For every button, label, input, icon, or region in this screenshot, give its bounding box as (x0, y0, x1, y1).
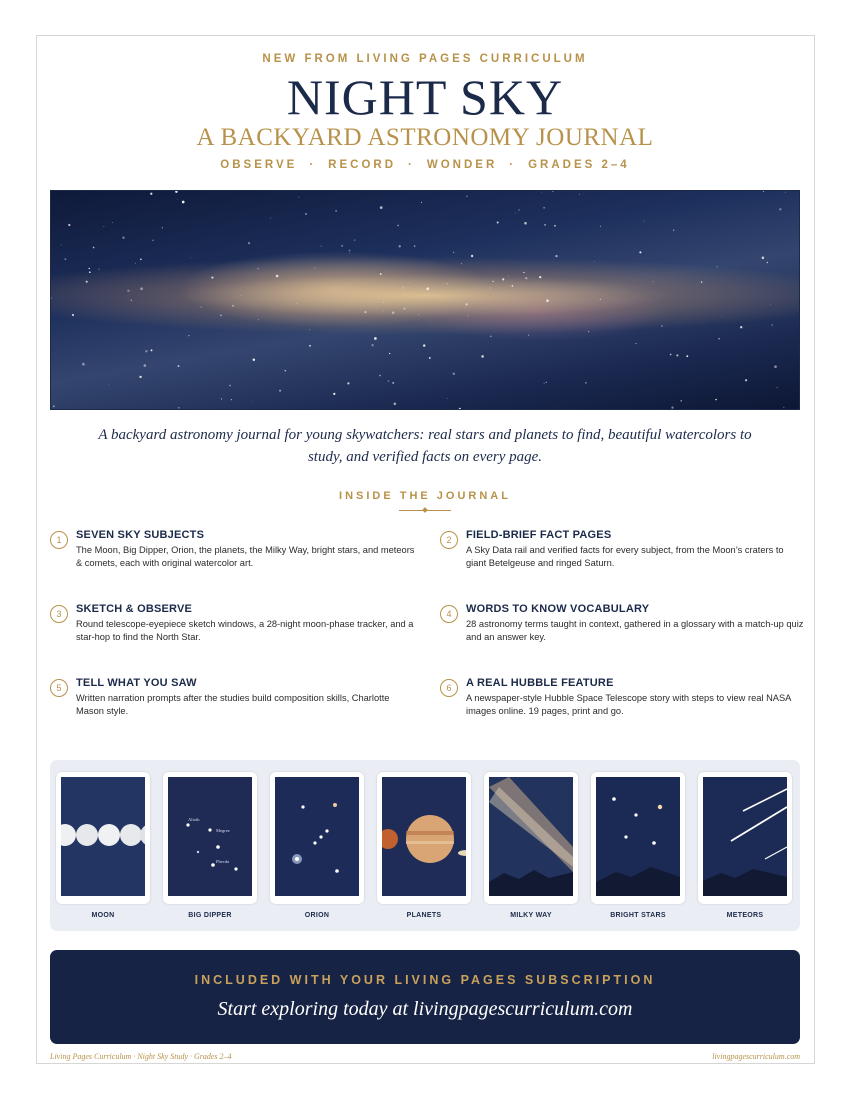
star-dot (380, 273, 382, 275)
star-dot (178, 407, 180, 409)
tagline-item: RECORD (328, 159, 397, 171)
star-dot (135, 263, 136, 264)
star-dot (718, 338, 719, 339)
tagline-item: GRADES 2–4 (528, 159, 630, 171)
star-dot (177, 199, 178, 200)
star-dot (453, 373, 455, 375)
star-dot (429, 357, 431, 359)
star-dot (447, 398, 448, 399)
feature-description: 28 astronomy terms taught in context, gathered in a glossary with a match-up quiz and an answer key. (466, 619, 804, 642)
star-dot (552, 191, 553, 192)
moon-phases-art (61, 777, 145, 896)
feature-title: TELL WHAT YOU SAW (76, 677, 197, 689)
star-dot (639, 251, 641, 253)
star-dot (380, 206, 383, 209)
gallery-label: METEORS (726, 912, 764, 919)
gallery-card-meteors (698, 772, 792, 904)
meteors-art (703, 777, 787, 896)
star-dot (258, 319, 259, 320)
gallery-label: BIG DIPPER (188, 912, 232, 919)
star-dot (392, 382, 394, 384)
subject-gallery (50, 760, 800, 931)
star-dot (515, 213, 516, 214)
tagline-separator: · (509, 159, 517, 171)
tagline-separator: · (309, 159, 317, 171)
star-dot (539, 276, 541, 278)
star-dot (221, 398, 222, 399)
star-dot (99, 269, 100, 270)
star-dot (701, 281, 702, 282)
star-dot (588, 331, 589, 332)
star-dot (162, 227, 163, 228)
star-dot (653, 281, 654, 282)
subscription-banner[interactable] (50, 950, 800, 1044)
star-dot (379, 375, 381, 377)
star-dot (774, 365, 777, 368)
gallery-label: PLANETS (406, 912, 442, 919)
star-dot (122, 237, 124, 239)
orion-art (275, 777, 359, 896)
star-dot (600, 299, 601, 300)
star-dot (374, 337, 377, 340)
star-dot (190, 258, 191, 259)
star-dot (468, 315, 469, 316)
gallery-card-big-dipper (163, 772, 257, 904)
star-dot (175, 191, 177, 193)
star-label: Megrez (216, 828, 230, 833)
star-dot (139, 376, 141, 378)
star-dot (763, 191, 764, 192)
star-dot (253, 358, 255, 360)
section-heading: INSIDE THE JOURNAL (339, 490, 511, 502)
star-dot (241, 295, 242, 296)
star-dot (554, 225, 556, 227)
feature-description: A Sky Data rail and verified facts for every subject, from the Moon’s craters to giant Betelgeuse and ringed Saturn. (466, 545, 784, 568)
star-dot (299, 197, 300, 198)
star-dot (459, 408, 461, 410)
star-dot (145, 350, 147, 352)
star-dot (779, 208, 781, 210)
feature-number: 6 (440, 679, 458, 697)
star-dot (152, 240, 154, 242)
star-dot (349, 250, 351, 252)
hero-milky-way-image (50, 190, 800, 410)
big-dipper-art (168, 777, 252, 896)
star-dot (490, 288, 491, 289)
star-dot (783, 407, 784, 408)
star-dot (140, 259, 142, 261)
gallery-card-planets (377, 772, 471, 904)
star-dot (231, 399, 232, 400)
star-dot (643, 221, 644, 222)
star-dot (371, 344, 373, 346)
star-dot (466, 196, 467, 197)
star-dot (178, 365, 180, 367)
star-dot (150, 193, 152, 195)
star-dot (276, 275, 279, 278)
gallery-card-orion (270, 772, 364, 904)
gallery-card-bright-stars (591, 772, 685, 904)
star-dot (333, 393, 335, 395)
star-dot (397, 225, 399, 227)
footer-left: Living Pages Curriculum · Night Sky Study · Grades 2–4 (50, 1052, 232, 1061)
star-dot (418, 314, 419, 315)
star-dot (220, 314, 222, 316)
star-dot (661, 325, 663, 327)
star-dot (544, 224, 546, 226)
star-dot (721, 316, 722, 317)
star-dot (51, 297, 52, 299)
star-dot (453, 252, 454, 253)
star-dot (89, 268, 90, 269)
star-dot (388, 380, 390, 382)
star-dot (93, 247, 95, 249)
star-dot (335, 210, 337, 212)
star-dot (745, 379, 747, 381)
star-dot (403, 308, 405, 310)
star-dot (636, 343, 637, 344)
star-dot (770, 304, 771, 305)
feature-title: FIELD-BRIEF FACT PAGES (466, 529, 612, 541)
star-dot (426, 287, 429, 290)
feature-title: SEVEN SKY SUBJECTS (76, 529, 205, 541)
star-dot (471, 255, 473, 257)
footer-website-link[interactable]: livingpagescurriculum.com (712, 1052, 800, 1061)
star-dot (546, 299, 549, 302)
star-dot (127, 290, 129, 292)
star-dot (772, 324, 773, 325)
star-dot (518, 209, 519, 210)
feature-number: 5 (50, 679, 68, 697)
star-dot (109, 384, 110, 385)
star-dot (409, 282, 410, 283)
star-dot (182, 201, 185, 204)
star-dot (309, 345, 311, 347)
feature-description: Written narration prompts after the studies build composition skills, Charlotte Mason style. (76, 693, 390, 716)
star-dot (389, 353, 390, 354)
star-dot (715, 399, 716, 400)
banner-cta-link[interactable]: Start exploring today at livingpagescurriculum.com (217, 998, 633, 1020)
star-dot (447, 283, 448, 284)
star-dot (585, 382, 586, 383)
star-dot (508, 275, 509, 276)
star-dot (399, 245, 401, 247)
star-dot (777, 387, 778, 388)
gallery-label: ORION (304, 912, 330, 919)
feature-description: The Moon, Big Dipper, Orion, the planets, the Milky Way, bright stars, and meteors & comets, each with original watercolor art. (76, 545, 415, 568)
tagline-item: OBSERVE (220, 159, 298, 171)
section-divider (399, 510, 451, 511)
star-dot (270, 218, 271, 219)
tagline (0, 159, 850, 171)
star-label: Phecda (216, 859, 229, 864)
star-dot (544, 383, 545, 384)
star-dot (402, 287, 403, 288)
intro-paragraph: A backyard astronomy journal for young skywatchers: real stars and planets to find, beautiful watercolors to study, and verified facts on every page. (98, 427, 752, 465)
star-dot (349, 253, 350, 254)
star-dot (670, 354, 672, 356)
feature-number: 2 (440, 531, 458, 549)
star-dot (423, 344, 425, 346)
page-subtitle: A BACKYARD ASTRONOMY JOURNAL (196, 124, 654, 151)
star-dot (53, 405, 55, 407)
star-dot (740, 326, 742, 328)
star-dot (61, 245, 62, 246)
star-dot (555, 255, 557, 257)
star-dot (279, 390, 281, 392)
star-dot (68, 224, 70, 226)
star-dot (140, 287, 143, 290)
header-kicker: NEW FROM LIVING PAGES CURRICULUM (262, 53, 588, 65)
star-dot (502, 278, 504, 280)
star-dot (680, 400, 681, 401)
star-dot (347, 382, 349, 384)
page-title: NIGHT SKY (286, 69, 564, 125)
star-dot (528, 335, 529, 336)
star-dot (717, 266, 718, 267)
star-dot (512, 285, 514, 287)
star-dot (461, 263, 462, 264)
star-label: Alioth (188, 817, 200, 822)
star-dot (305, 213, 307, 215)
star-dot (525, 277, 527, 279)
star-dot (64, 258, 66, 260)
star-dot (490, 336, 492, 338)
banner-kicker: INCLUDED WITH YOUR LIVING PAGES SUBSCRIPTION (194, 973, 656, 987)
star-dot (86, 281, 88, 283)
tagline-separator: · (408, 159, 415, 171)
star-dot (421, 202, 422, 203)
star-dot (200, 306, 201, 307)
star-dot (211, 277, 213, 279)
star-dot (151, 349, 153, 351)
star-dot (579, 194, 580, 195)
star-dot (309, 329, 310, 330)
star-dot (314, 268, 315, 269)
star-dot (89, 271, 91, 273)
star-dot (321, 246, 322, 247)
star-dot (237, 297, 238, 298)
star-dot (131, 299, 133, 301)
star-dot (767, 262, 769, 264)
hero-starfield (51, 191, 800, 410)
star-dot (392, 311, 395, 314)
star-dot (229, 385, 231, 387)
feature-number: 1 (50, 531, 68, 549)
star-dot (785, 192, 786, 193)
star-dot (762, 257, 765, 260)
star-dot (676, 354, 678, 356)
star-dot (546, 382, 547, 383)
star-dot (82, 363, 85, 366)
star-dot (144, 364, 147, 367)
star-dot (492, 281, 493, 282)
star-dot (112, 222, 113, 223)
star-dot (394, 403, 397, 406)
star-dot (232, 305, 234, 307)
star-dot (383, 312, 384, 313)
star-dot (104, 226, 105, 227)
gallery-label: BRIGHT STARS (610, 912, 666, 919)
star-dot (671, 406, 673, 408)
star-dot (414, 245, 415, 246)
star-dot (600, 226, 601, 227)
star-dot (72, 314, 74, 316)
gallery-card-moon (56, 772, 150, 904)
feature-description: A newspaper-style Hubble Space Telescope story with steps to view real NASA images online. 19 pages, print and go. (466, 693, 791, 716)
star-dot (524, 222, 527, 225)
star-dot (257, 268, 258, 269)
feature-description: Round telescope-eyepiece sketch windows, a 28-night moon-phase tracker, and a star-hop to find the North Star. (76, 619, 414, 642)
star-dot (497, 221, 499, 223)
milky-way-art (489, 777, 573, 896)
feature-title: WORDS TO KNOW VOCABULARY (466, 603, 650, 615)
feature-number: 4 (440, 605, 458, 623)
star-dot (284, 370, 286, 372)
star-dot (248, 242, 250, 244)
star-dot (673, 230, 674, 231)
gallery-label: MOON (91, 912, 115, 919)
feature-title: A REAL HUBBLE FEATURE (466, 677, 614, 689)
gallery-label: MILKY WAY (510, 912, 552, 919)
star-dot (686, 355, 688, 357)
star-dot (481, 355, 484, 358)
bright-stars-art (596, 777, 680, 896)
star-dot (251, 401, 252, 402)
star-dot (354, 239, 355, 240)
star-dot (523, 272, 524, 273)
star-dot (543, 207, 545, 209)
star-dot (594, 261, 595, 262)
star-dot (364, 311, 366, 313)
feature-number: 3 (50, 605, 68, 623)
star-dot (465, 303, 467, 305)
star-dot (341, 245, 342, 246)
gallery-card-milky-way (484, 772, 578, 904)
star-dot (188, 335, 189, 336)
feature-title: SKETCH & OBSERVE (76, 603, 193, 615)
star-dot (297, 303, 298, 304)
star-dot (541, 192, 542, 193)
tagline-item: WONDER (426, 159, 498, 171)
planets-art (382, 777, 466, 896)
star-dot (383, 302, 384, 303)
